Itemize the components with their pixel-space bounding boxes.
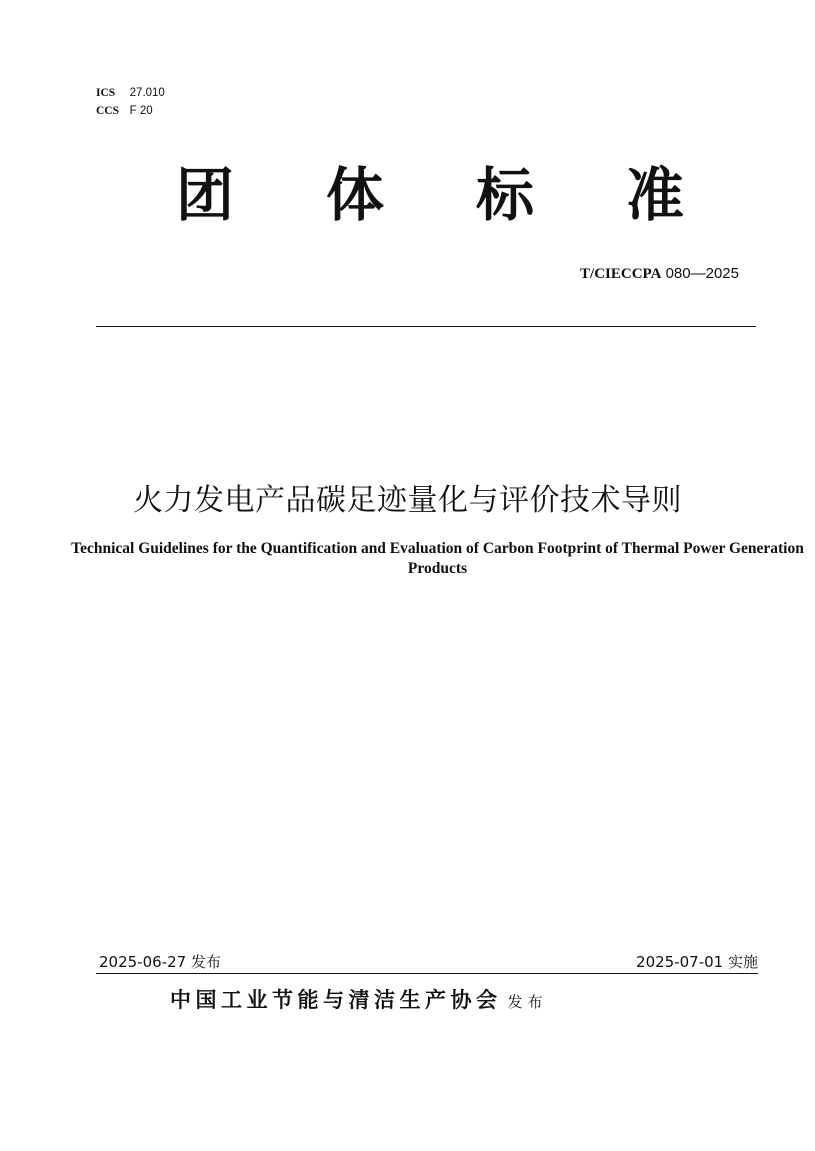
standard-type-char: 体 (325, 161, 384, 229)
publisher-name: 中国工业节能与清洁生产协会 (170, 987, 502, 1012)
publisher-line (170, 985, 548, 1017)
title-chinese: 火力发电产品碳足迹量化与评价技术导则 (133, 483, 682, 518)
standard-number (580, 264, 739, 283)
standard-type-char: 标 (475, 161, 534, 229)
top-divider (96, 326, 756, 327)
standard-number-value: 080—2025 (661, 265, 739, 282)
issue-date: 2025-06-27 发布 (99, 953, 221, 971)
standard-type-heading (140, 160, 720, 230)
title-english: Technical Guidelines for the Quantification and Evaluation of Carbon Footprint of Thermal Power Generation Products (71, 540, 804, 577)
ccs-code (96, 103, 153, 118)
bottom-divider (96, 973, 758, 974)
publisher-action: 发布 (507, 993, 548, 1011)
implementation-date: 2025-07-01 实施 (636, 953, 758, 971)
ics-value: 27.010 (129, 87, 165, 99)
standard-type-char: 团 (175, 161, 234, 229)
standard-code: T/CIECCPA (580, 266, 662, 282)
ccs-value: F 20 (129, 105, 153, 117)
standard-type-char: 准 (625, 161, 684, 229)
ics-code (96, 85, 165, 100)
ics-label: ICS (96, 87, 116, 99)
ccs-label: CCS (96, 105, 120, 117)
